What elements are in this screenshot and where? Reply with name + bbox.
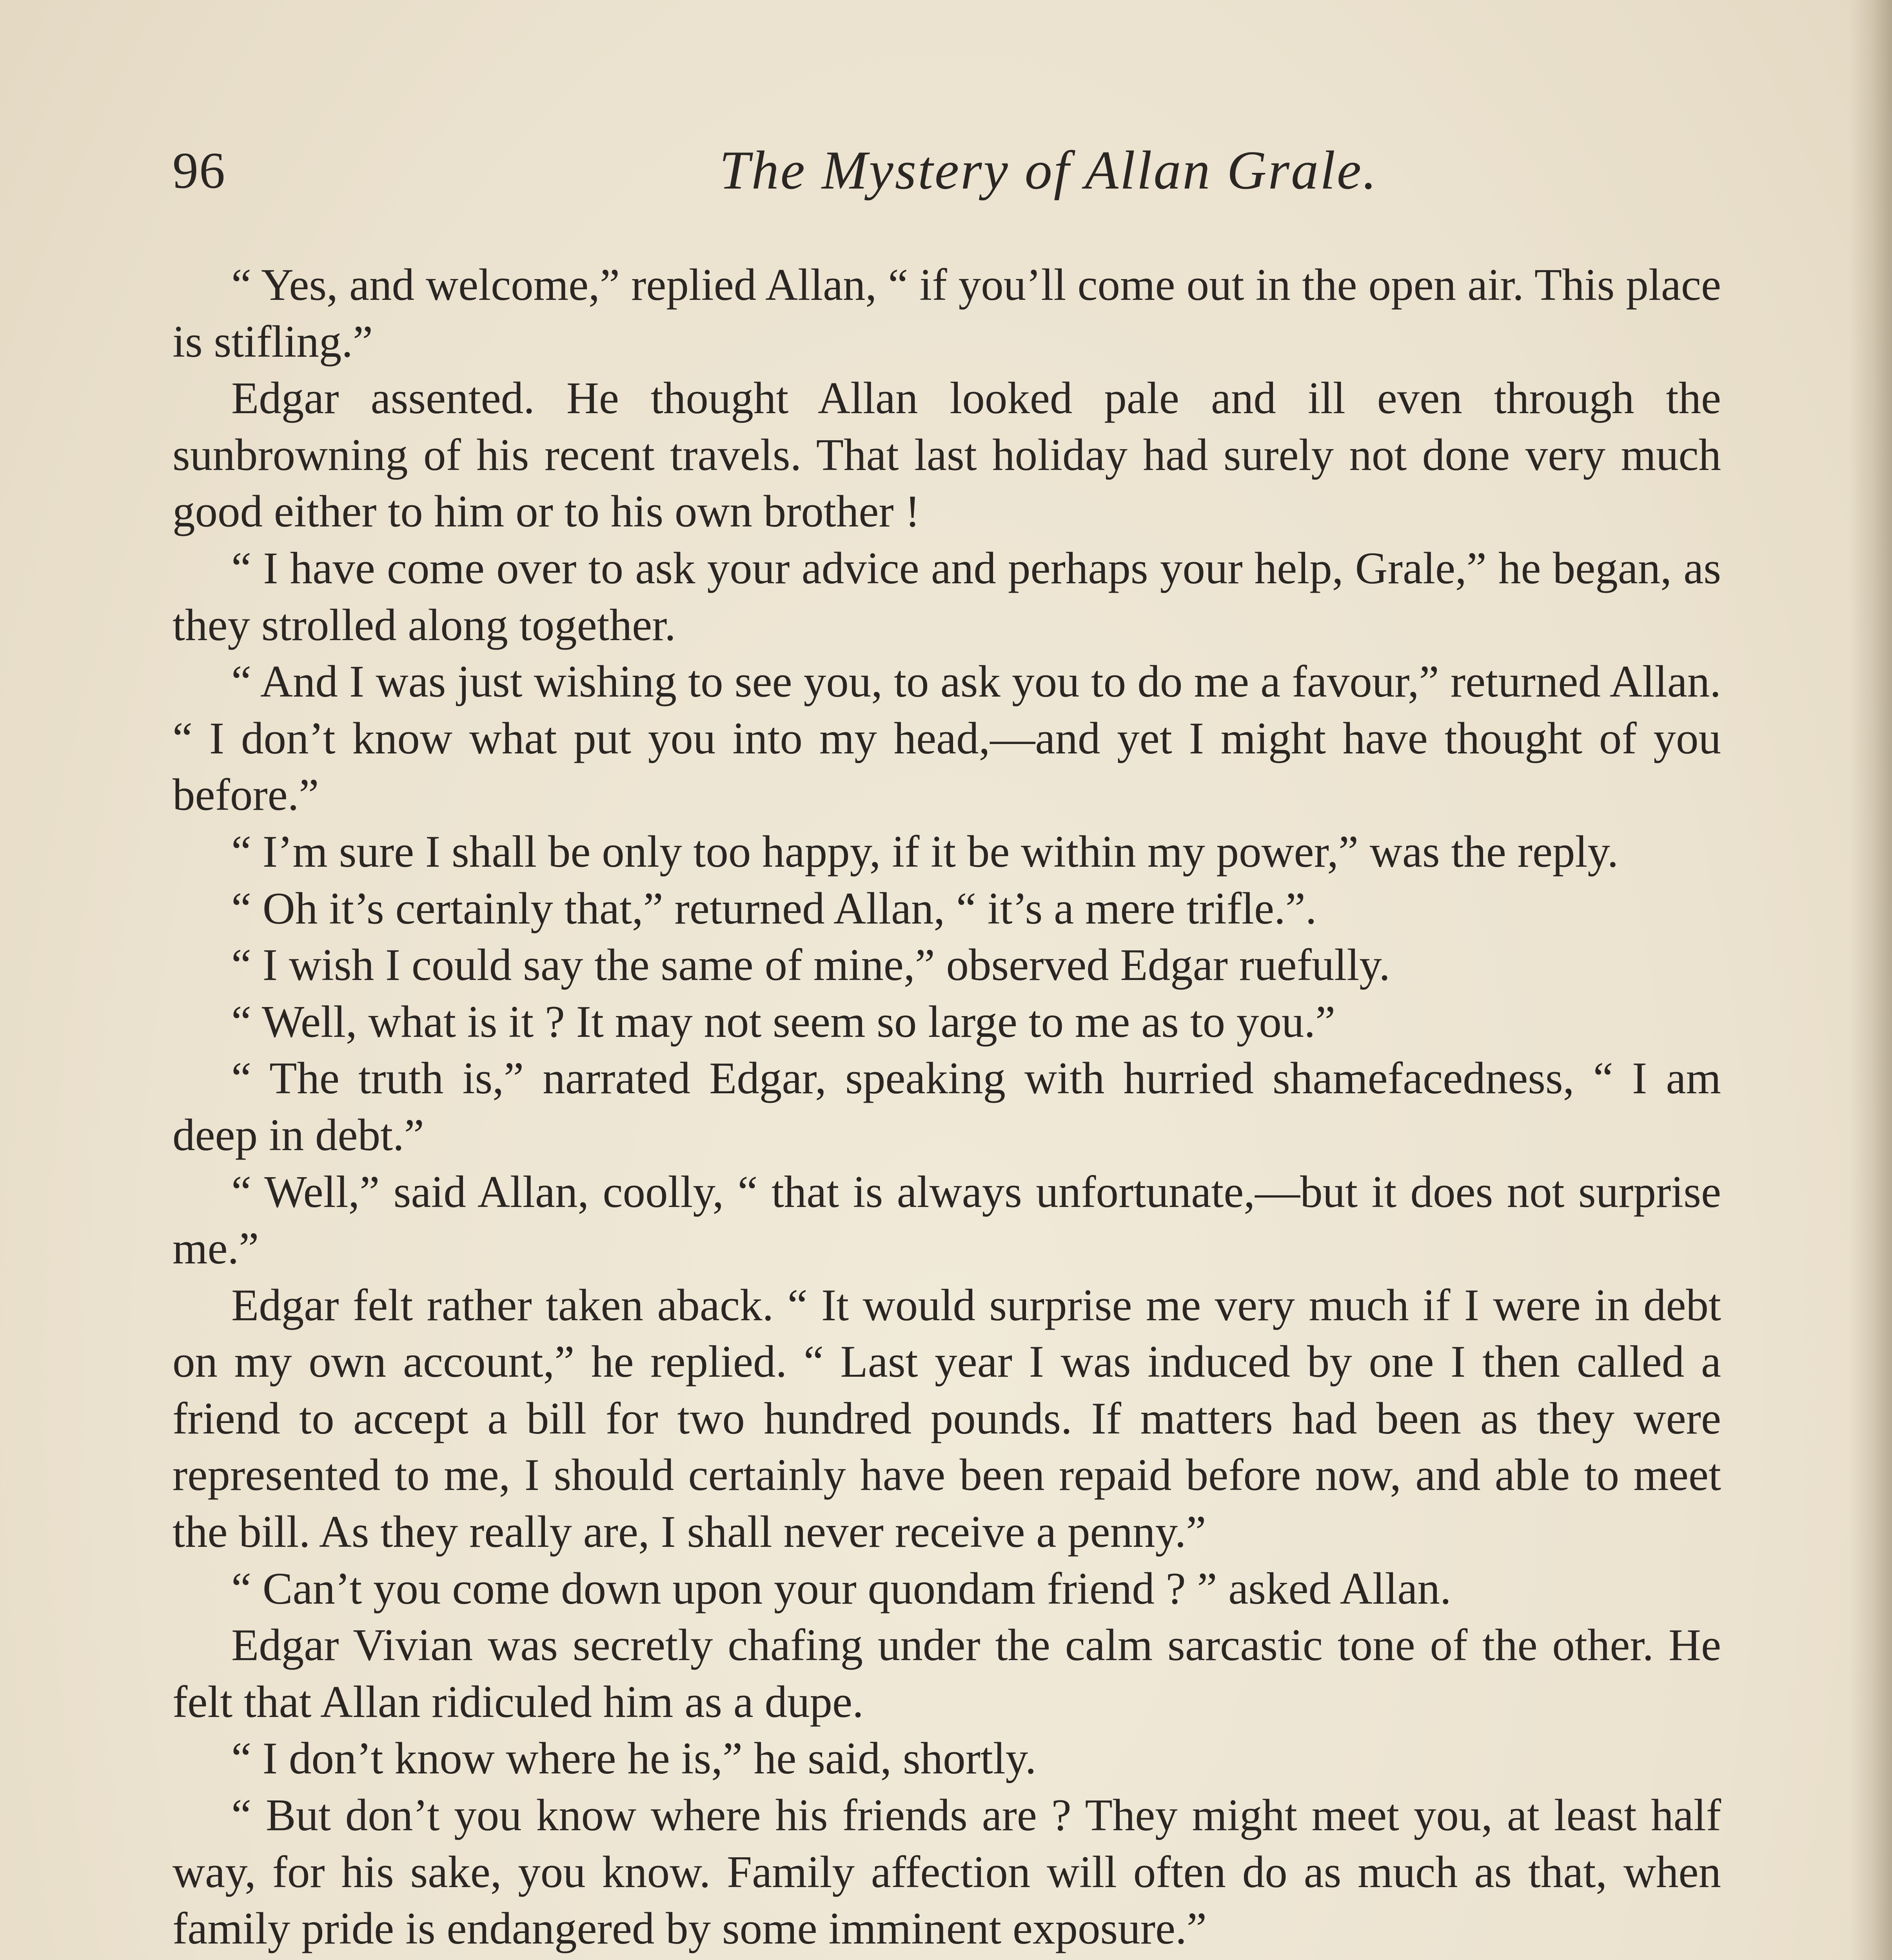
paragraph: Edgar assented. He thought Allan looked pale and ill even through the sunbrowning of his recent travels. That last holiday had surely not done very much good either to him or to his own brother !	[172, 373, 1721, 537]
page-header	[172, 139, 1721, 206]
paragraph: “ I wish I could say the same of mine,” observed Edgar ruefully.	[231, 940, 1391, 990]
paragraph: “ Oh it’s certainly that,” returned Allan, “ it’s a mere trifle.”.	[231, 883, 1317, 933]
paragraph: “ Yes, and welcome,” replied Allan, “ if you’ll come out in the open air. This place is stifling.”	[172, 260, 1721, 367]
paragraph: “ Well, what is it ? It may not seem so large to me as to you.”	[231, 996, 1336, 1047]
paragraph: “ I don’t know where he is,” he said, shortly.	[231, 1733, 1037, 1784]
paragraph	[172, 1957, 1721, 1960]
paragraph: “ The truth is,” narrated Edgar, speaking with hurried shamefacedness, “ I am deep in debt.”	[172, 1053, 1721, 1160]
paragraph: “ Can’t you come down upon your quondam friend ? ” asked Allan.	[231, 1563, 1451, 1613]
paragraph: “ And I was just wishing to see you, to ask you to do me a favour,” returned Allan. “ I don’t know what put you into my head,—and yet I might have thought of you before.”	[172, 657, 1721, 820]
paragraph: “ I have come over to ask your advice and perhaps your help, Grale,” he began, as they strolled along together.	[172, 543, 1721, 650]
paragraph: “ I’m sure I shall be only too happy, if it be within my power,” was the reply.	[231, 826, 1619, 877]
paragraph: Edgar Vivian was secretly chafing under the calm sarcastic tone of the other. He felt that Allan ridiculed him as a dupe.	[172, 1620, 1721, 1727]
paragraph: Edgar felt rather taken aback. “ It would surprise me very much if I were in debt on my own account,” he replied. “ Last year I was induced by one I then called a friend to accept a bill for two hundred pounds. If matters had been as they were represented to me, I should certainly have been repaid before now, and able to meet the bill. As they really are, I shall never receive a penny.”	[172, 1280, 1721, 1557]
paragraph: “ Well,” said Allan, coolly, “ that is always unfortunate,—but it does not surprise me.”	[172, 1167, 1721, 1274]
paragraph: “ But don’t you know where his friends are ? They might meet you, at least half way, for his sake, you know. Family affection will often do as much as that, when family pride is endangered by some imminent exposure.”	[172, 1790, 1721, 1954]
running-title: The Mystery of Allan Grale.	[719, 140, 1378, 201]
page-edge-shadow	[1849, 0, 1892, 1960]
page-number: 96	[172, 142, 226, 199]
body-text	[172, 257, 1721, 1960]
